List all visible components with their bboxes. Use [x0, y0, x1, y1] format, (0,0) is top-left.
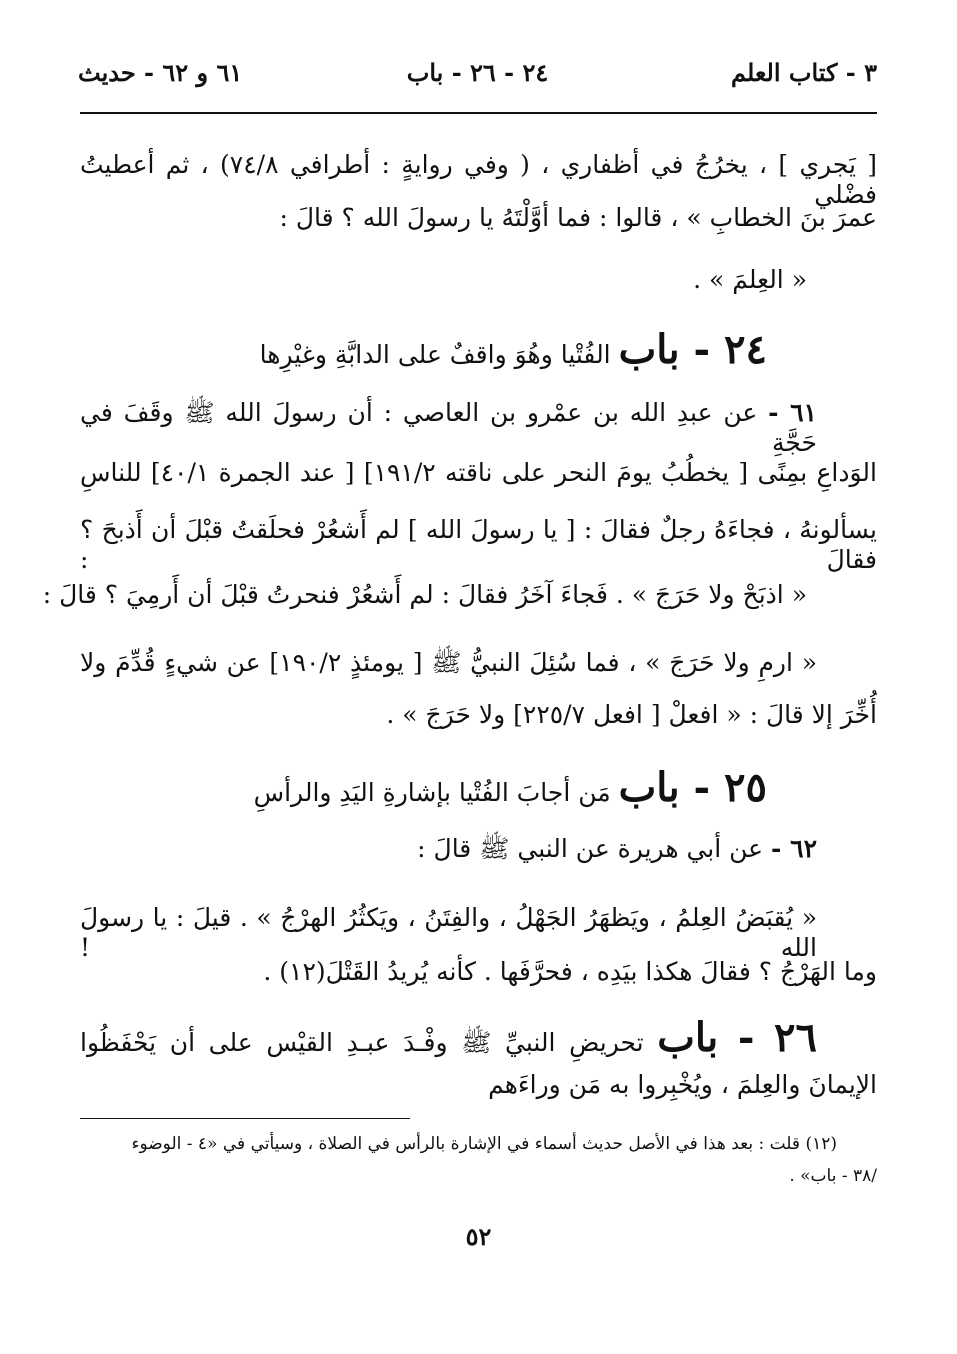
chapter-heading-26	[80, 1014, 817, 1062]
chapter-heading-24	[80, 326, 767, 374]
footnote-rule	[80, 1118, 410, 1119]
running-header	[78, 58, 877, 98]
chapter-number: ٢٤ - باب	[618, 326, 767, 373]
text-line: يسألونهُ ، فجاءَهُ رجلٌ فقالَ : [ يا رسولَ الله ] لم أَشعُرْ فحلَقتُ قبْلَ أن أَذبحَ ؟ فقالَ :	[80, 515, 877, 574]
text-line: [ يَجري ] ، يخرُجُ في أظفاري ، ( وفي روايةٍ : أطرافي ٧٤/٨) ، ثم أعطيتُ فضْلي	[80, 150, 877, 209]
chapter-heading-25	[80, 764, 767, 812]
hadith-62-line	[80, 834, 817, 864]
chapter-title-continued: الإيمانَ والعِلمَ ، ويُخْبِروا به مَن وراءَهم	[488, 1070, 877, 1099]
text-line: « يُقبَضُ العِلمُ ، ويَظهَرُ الجَهْلُ ، والفِتَنُ ، ويَكثُرُ الهرْجُ » . قيلَ : يا رسولَ الله !	[80, 903, 817, 962]
hadith-text: عن عبدِ الله بن عمْرو بن العاصي : أن رسولَ الله ﷺ وقَفَ في حَجَّةِ	[80, 398, 817, 457]
header-hadith-range: ٦١ و ٦٢ - حديث	[78, 58, 243, 87]
text-line: « اذبَحْ ولا حَرَجَ » . فَجاءَ آخَرُ فقالَ : لم أَشعُرْ فنحرتُ قبْلَ أن أَرمِيَ ؟ قالَ :	[42, 580, 807, 609]
hadith-text: عن أبي هريرة عن النبي ﷺ قالَ :	[417, 834, 764, 863]
page-number: ٥٢	[465, 1222, 492, 1251]
text-line: « العِلمَ » .	[693, 265, 807, 294]
text-line: أُخِّرَ إلا قالَ : « افعلْ [ افعل ٢٢٥/٧] ولا حَرَجَ » .	[386, 700, 877, 729]
text-line: « ارمِ ولا حَرَجَ » ، فما سُئِلَ النبيُّ ﷺ [ يومئذٍ ١٩٠/٢] عن شيءٍ قُدِّمَ ولا	[80, 648, 817, 677]
chapter-title: مَن أجابَ الفُتْيا بإشارةِ اليَدِ والرأسِ	[253, 778, 611, 807]
hadith-61-line	[80, 398, 817, 458]
chapter-title: تحريضِ النبيِّ ﷺ وفْـدَ عبـدِ القيْس على أن يَحْفَظُوا	[80, 1028, 644, 1057]
footnote-line: /٣٨ - باب» .	[789, 1166, 877, 1186]
header-chapter-range: ٢٤ - ٢٦ - باب	[406, 58, 549, 87]
text-line: وما الهَرْجُ ؟ فقالَ هكذا بيَدِه ، فحرَّفَها . كأنه يُريدُ القَتْلَ(١٢) .	[263, 957, 877, 986]
hadith-number: ٦٢ -	[771, 834, 817, 863]
hadith-number: ٦١ -	[768, 398, 817, 427]
text-line: الوَداعِ بمِنًى [ يخطُبُ يومَ النحر على ناقته ١٩١/٢] [ عند الجمرة ٤٠/١] للناسِ	[80, 458, 877, 487]
text-line: عمرَ بنَ الخطابِ » ، قالوا : فما أوَّلْتَهُ يا رسولَ الله ؟ قالَ :	[279, 203, 877, 232]
header-book-title: ٣ - كتاب العلم	[731, 58, 877, 87]
chapter-title: الفُتْيا وهُوَ واقفٌ على الدابَّةِ وغيْرِها	[259, 340, 611, 369]
footnote-line: (١٢) قلت : بعد هذا في الأصل حديث أسماء في الإشارة بالرأس في الصلاة ، وسيأتي في «٤ - الوضوء	[131, 1134, 837, 1154]
chapter-number: ٢٥ - باب	[618, 764, 767, 811]
header-rule	[80, 112, 877, 114]
chapter-number: ٢٦ - باب	[657, 1014, 817, 1061]
